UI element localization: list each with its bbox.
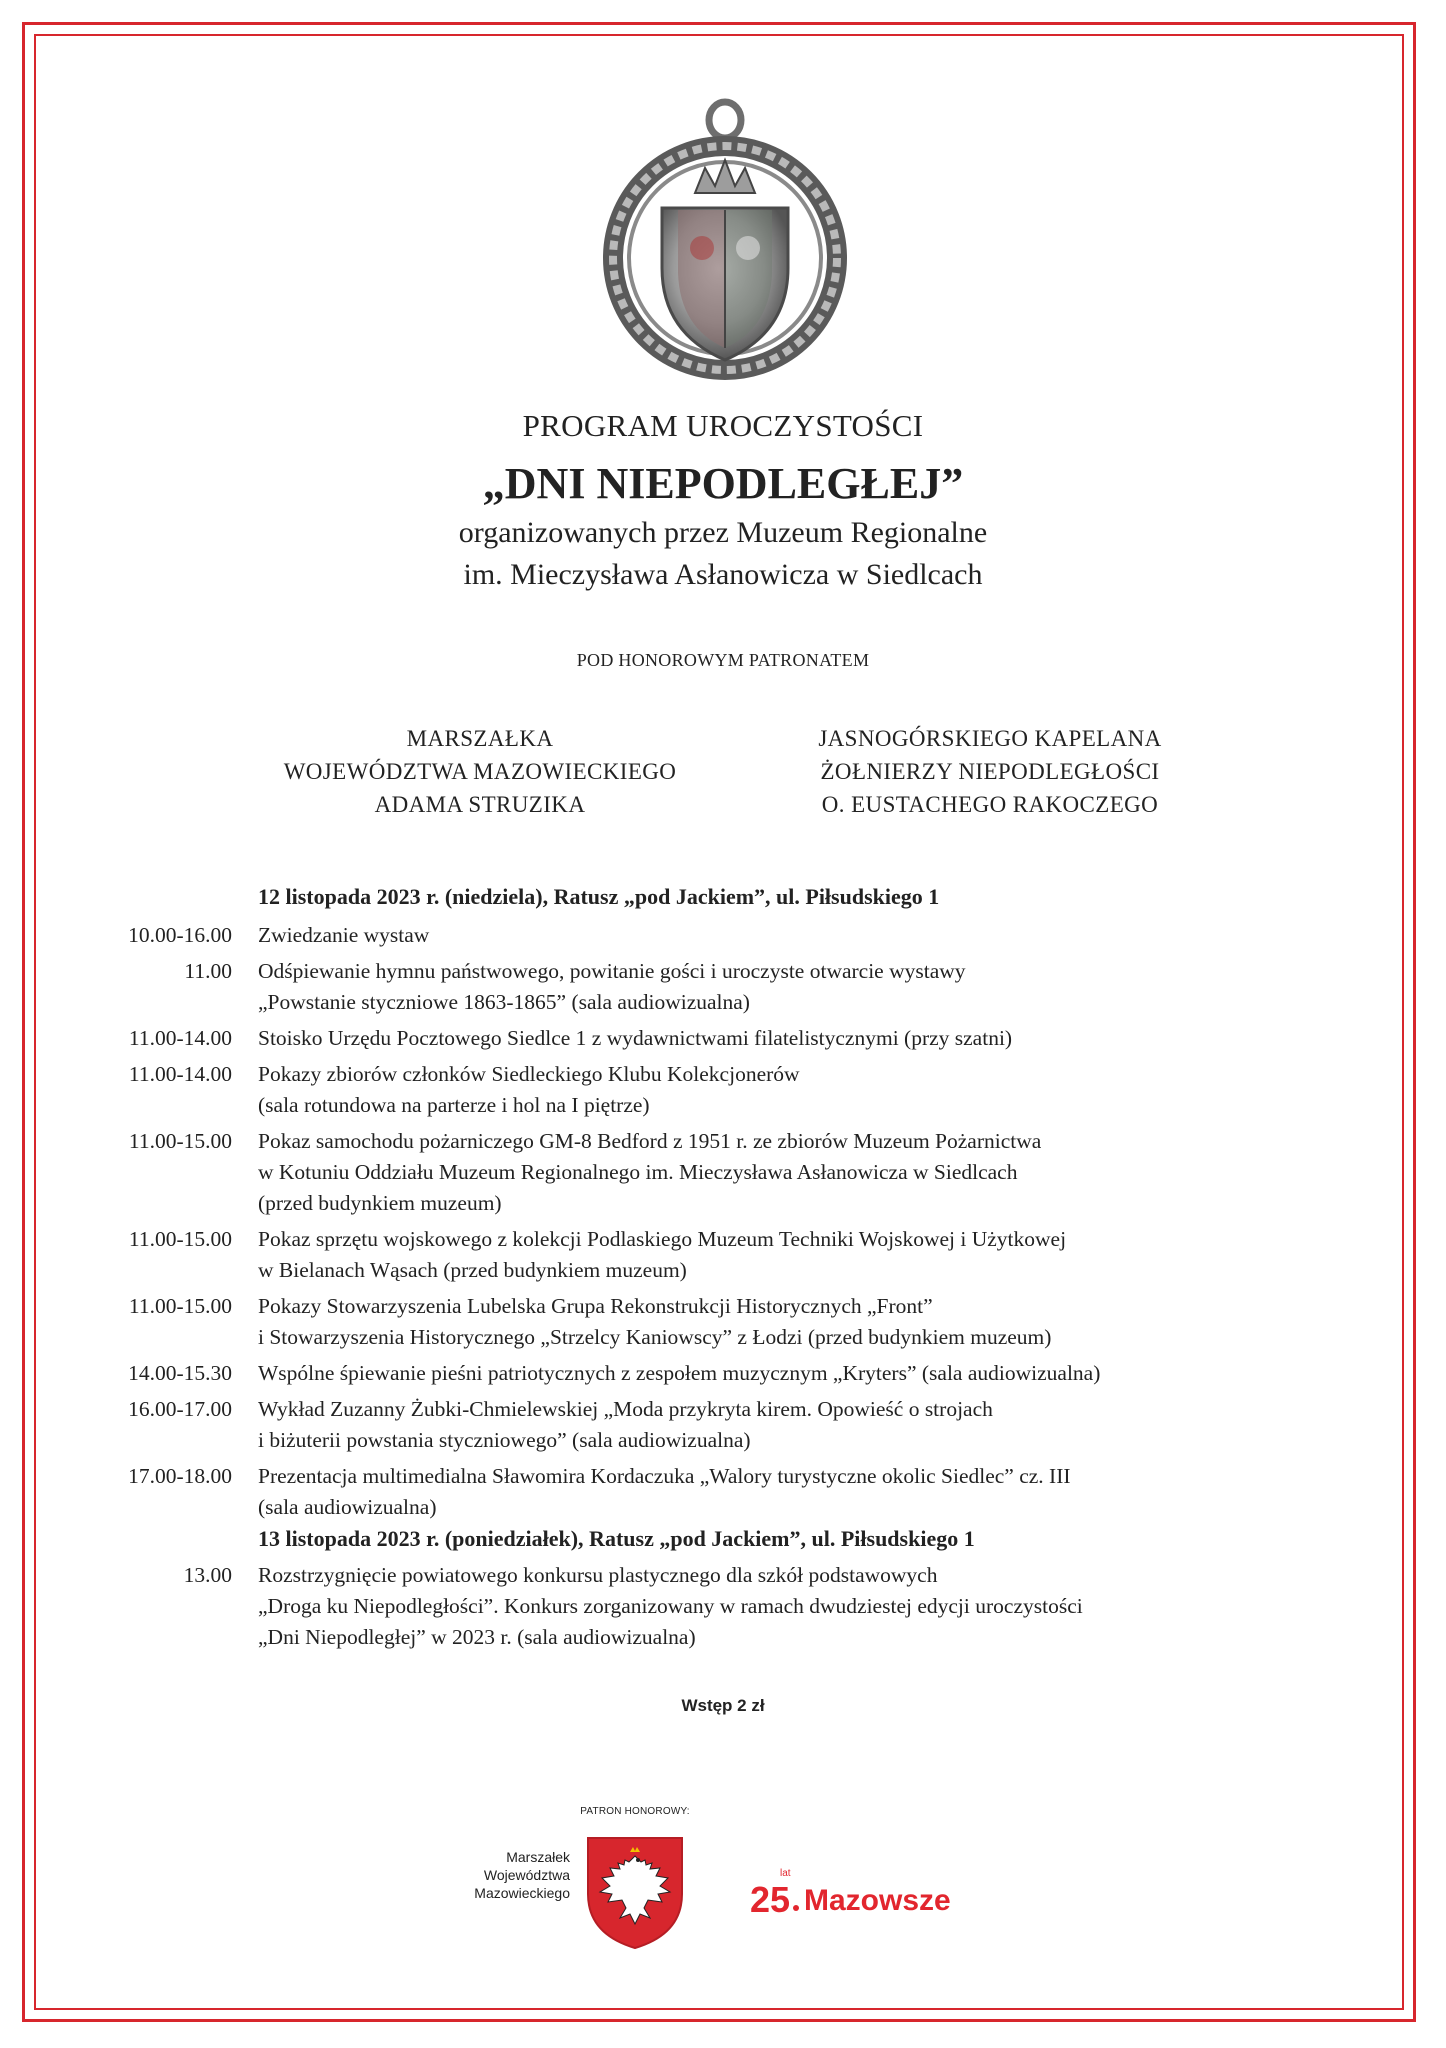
event-time: 11.00-15.00 [128,1227,232,1251]
patron-left-line: MARSZAŁKA [406,726,554,751]
marshal-logo-line: Mazowieckiego [474,1885,570,1901]
entry-fee: Wstęp 2 zł [681,1696,765,1715]
schedule-item [0,1560,1446,1653]
event-line: Wykład Zuzanny Żubki-Chmielewskiej „Moda przykryta kirem. Opowieść o strojach [258,1397,993,1421]
event-description [258,920,1308,951]
event-time: 11.00-15.00 [128,1129,232,1153]
schedule-item [0,1291,1446,1353]
event-description [258,1291,1308,1353]
day1-heading: 12 listopada 2023 r. (niedziela), Ratusz „pod Jackiem”, ul. Piłsudskiego 1 [258,884,940,909]
patron-right [760,722,1220,821]
schedule-item [0,1394,1446,1456]
event-line: „Dni Niepodległej” w 2023 r. (sala audiowizualna) [258,1625,696,1649]
organizer-line-2: im. Mieczysława Asłanowicza w Siedlcach [463,558,983,591]
day2-heading: 13 listopada 2023 r. (poniedziałek), Ratusz „pod Jackiem”, ul. Piłsudskiego 1 [258,1526,975,1551]
schedule-item [0,1224,1446,1286]
marshal-logo-line: Marszałek [506,1849,570,1865]
event-description [258,1560,1308,1653]
schedule-item [0,1461,1446,1523]
schedule-item [0,1023,1446,1054]
event-line: i biżuterii powstania styczniowego” (sala audiowizualna) [258,1428,751,1452]
event-description [258,1126,1308,1219]
event-line: Pokaz samochodu pożarniczego GM-8 Bedford z 1951 r. ze zbiorów Muzeum Pożarnictwa [258,1129,1042,1153]
event-time: 16.00-17.00 [128,1397,232,1421]
day1-schedule [0,920,1446,1528]
event-time: 14.00-15.30 [128,1361,232,1385]
event-line: Prezentacja multimedialna Sławomira Kordaczuka „Walory turystyczne okolic Siedlec” cz. III [258,1464,1071,1488]
event-time: 17.00-18.00 [128,1464,232,1488]
event-line: Pokaz sprzętu wojskowego z kolekcji Podlaskiego Muzeum Techniki Wojskowej i Użytkowej [258,1227,1067,1251]
honorary-patron-label: PATRON HONOROWY: [580,1806,690,1817]
schedule-item [0,920,1446,951]
event-line: Pokazy Stowarzyszenia Lubelska Grupa Rekonstrukcji Historycznych „Front” [258,1294,933,1318]
event-line: „Droga ku Niepodległości”. Konkurs zorganizowany w ramach dwudziestej edycji uroczystości [258,1594,1083,1618]
event-line: Wspólne śpiewanie pieśni patriotycznych z zespołem muzycznym „Kryters” (sala audiowizualna) [258,1361,1101,1385]
logo-number-text: 25 [750,1879,791,1920]
schedule-item [0,1059,1446,1121]
mazowsze-25-logo-icon [750,1862,1000,1922]
patron-right-line: JASNOGÓRSKIEGO KAPELANA [818,726,1162,751]
event-line: Odśpiewanie hymnu państwowego, powitanie gości i uroczyste otwarcie wystawy [258,959,966,983]
event-line: Pokazy zbiorów członków Siedleckiego Klubu Kolekcjonerów [258,1062,800,1086]
event-time: 13.00 [183,1563,232,1587]
patron-right-line: O. EUSTACHEGO RAKOCZEGO [821,792,1159,817]
event-description [258,1358,1308,1389]
marshal-logo-line: Województwa [483,1867,570,1883]
event-description [258,1059,1308,1121]
patron-left [250,722,710,821]
event-line: w Bielanach Wąsach (przed budynkiem muzeum) [258,1258,687,1282]
event-description [258,1394,1308,1456]
mazovia-eagle-crest-icon [580,1832,690,1952]
patron-right-line: ŻOŁNIERZY NIEPODLEGŁOŚCI [820,759,1160,784]
schedule-item [0,1358,1446,1389]
event-line: (sala rotundowa na parterze i hol na I piętrze) [258,1093,650,1117]
patronage-heading: POD HONOROWYM PATRONATEM [576,650,870,670]
marshal-logo-text [440,1848,570,1902]
historical-medal-icon [600,98,850,388]
event-line: i Stowarzyszenia Historycznego „Strzelcy Kaniowscy” z Łodzi (przed budynkiem muzeum) [258,1325,1052,1349]
event-time: 11.00-14.00 [128,1026,232,1050]
event-description [258,1023,1308,1054]
event-line: Rozstrzygnięcie powiatowego konkursu plastycznego dla szkół podstawowych [258,1563,938,1587]
day2-schedule [0,1560,1446,1658]
event-line: Stoisko Urzędu Pocztowego Siedlce 1 z wydawnictwami filatelistycznymi (przy szatni) [258,1026,1013,1050]
patron-left-line: ADAMA STRUZIKA [374,792,586,817]
schedule-item [0,956,1446,1018]
event-line: „Powstanie styczniowe 1863-1865” (sala audiowizualna) [258,990,750,1014]
logo-name-text: Mazowsze [804,1884,951,1917]
logo-lat-text: lat [780,1868,791,1879]
event-line: Zwiedzanie wystaw [258,923,430,947]
event-description [258,1461,1308,1523]
organizer-line-1: organizowanych przez Muzeum Regionalne [458,516,988,549]
schedule-item [0,1126,1446,1219]
event-line: (przed budynkiem muzeum) [258,1191,502,1215]
event-time: 11.00-14.00 [128,1062,232,1086]
event-time: 10.00-16.00 [128,923,232,947]
event-time: 11.00-15.00 [128,1294,232,1318]
event-description [258,956,1308,1018]
patron-left-line: WOJEWÓDZTWA MAZOWIECKIEGO [283,759,677,784]
event-line: (sala audiowizualna) [258,1495,437,1519]
event-time: 11.00 [184,959,232,983]
event-title: „DNI NIEPODLEGŁEJ” [482,459,964,508]
event-line: w Kotuniu Oddziału Muzeum Regionalnego im. Mieczysława Asłanowicza w Siedlcach [258,1160,1018,1184]
program-title: PROGRAM UROCZYSTOŚCI [522,408,924,443]
event-description [258,1224,1308,1286]
